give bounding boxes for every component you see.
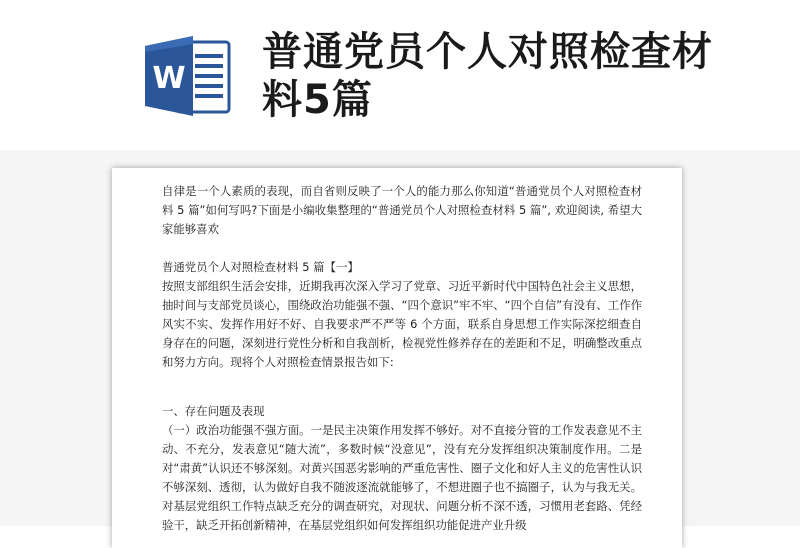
section-title: 普通党员个人对照检查材料 5 篇【一】 [162,260,359,274]
header [0,0,800,160]
body-paragraph-2: （一）政治功能强不强方面。一是民主决策作用发挥不够好。对不直接分管的工作发表意见不主动、不充分，发表意见“随大流”，多数时候“没意见”，没有充分发挥组织决策制度作用。二是对“肃黄”认识还不够深刻。对黄兴国恶劣影响的严重危害性、圈子文化和好人主义的危害性认识不够深刻、透彻，认为做好自我不随波逐流就能够了，不想进圈子也不搞圈子，认为与我无关。对基层党组织工作特点缺乏充分的调查研究，对现状、问题分析不深不透，习惯用老套路、凭经验干，缺乏开拓创新精神，在基层党组织如何发挥组织功能促进产业升级 [162,423,642,532]
document-content [162,182,642,535]
word-document-icon [143,34,233,118]
intro-paragraph: 自律是一个人素质的表现，而自省则反映了一个人的能力那么你知道“普通党员个人对照检查材料 5 篇”如何写吗?下面是小编收集整理的“普通党员个人对照检查材料 5 篇”, 欢迎阅读, 希望大家能够喜欢 [162,184,642,236]
document-title: 普通党员个人对照检查材料5篇 [262,29,713,123]
body-paragraph-1: 按照支部组织生活会安排，近期我再次深入学习了党章、习近平新时代中国特色社会主义思想，抽时间与支部党员谈心，围绕政治功能强不强、“四个意识”牢不牢、“四个自信”有没有、工作作风实不实、发挥作用好不好、自我要求严不严等 6 个方面，联系自身思想工作实际深挖细查自身存在的问题，深刻进行党性分析和自我剖析，检视党性修养存在的差距和不足，明确整改重点和努力方向。现将个人对照检查情景报告如下: [162,279,642,369]
section-heading: 一、存在问题及表现 [162,404,265,418]
document-page [112,168,682,548]
word-icon-letter: W [152,61,186,96]
